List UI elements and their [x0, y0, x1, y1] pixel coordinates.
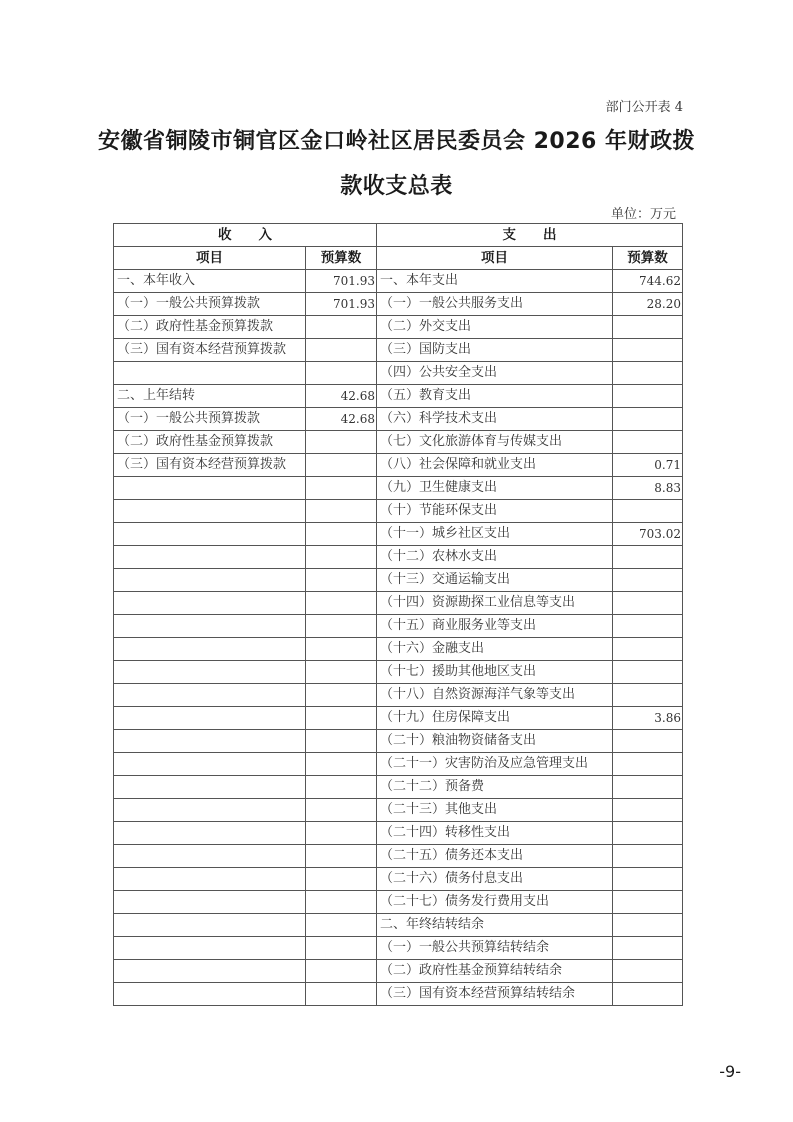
table-row — [114, 684, 683, 707]
expense-item-cell: （十九）住房保障支出 — [377, 707, 613, 730]
income-item-cell: （三）国有资本经营预算拨款 — [114, 454, 306, 477]
expense-item-cell: （九）卫生健康支出 — [377, 477, 613, 500]
expense-budget-cell: 3.86 — [613, 707, 683, 730]
income-item-cell: （三）国有资本经营预算拨款 — [114, 339, 306, 362]
expense-budget-cell — [613, 822, 683, 845]
income-item-cell — [114, 707, 306, 730]
document-title-line1: 安徽省铜陵市铜官区金口岭社区居民委员会 2026 年财政拨 — [97, 129, 696, 154]
expense-item-cell: （一）一般公共服务支出 — [377, 293, 613, 316]
expense-budget-cell: 703.02 — [613, 523, 683, 546]
table-row — [114, 730, 683, 753]
expense-budget-cell — [613, 914, 683, 937]
expense-budget-cell — [613, 362, 683, 385]
table-row — [114, 753, 683, 776]
expense-item-cell: （二十一）灾害防治及应急管理支出 — [377, 753, 613, 776]
expense-header: 支 出 — [377, 224, 683, 247]
expense-item-cell: （二十四）转移性支出 — [377, 822, 613, 845]
expense-item-cell: （七）文化旅游体育与传媒支出 — [377, 431, 613, 454]
table-row — [114, 569, 683, 592]
table-row — [114, 638, 683, 661]
table-row — [114, 776, 683, 799]
table-row — [114, 891, 683, 914]
income-item-cell: （二）政府性基金预算拨款 — [114, 431, 306, 454]
expense-budget-cell — [613, 316, 683, 339]
form-number: 部门公开表 4 — [605, 100, 683, 115]
expense-budget-cell — [613, 500, 683, 523]
expense-item-cell: （二十七）债务发行费用支出 — [377, 891, 613, 914]
income-item-cell — [114, 661, 306, 684]
income-item-cell — [114, 523, 306, 546]
income-budget-cell — [306, 661, 377, 684]
income-budget-cell — [306, 845, 377, 868]
income-budget-cell — [306, 753, 377, 776]
expense-item-cell: （八）社会保障和就业支出 — [377, 454, 613, 477]
expense-budget-cell — [613, 684, 683, 707]
income-item-cell: 一、本年收入 — [114, 270, 306, 293]
income-item-cell — [114, 592, 306, 615]
expense-budget-cell — [613, 615, 683, 638]
expense-budget-cell — [613, 569, 683, 592]
unit-label: 单位：万元 — [610, 207, 676, 222]
table-row — [114, 385, 683, 408]
expense-budget-cell — [613, 661, 683, 684]
expense-budget-cell: 8.83 — [613, 477, 683, 500]
income-budget-cell — [306, 730, 377, 753]
table-row — [114, 477, 683, 500]
budget-summary-table — [113, 223, 683, 1006]
expense-budget-cell — [613, 891, 683, 914]
expense-budget-cell — [613, 385, 683, 408]
expense-budget-header: 预算数 — [613, 247, 683, 270]
income-budget-cell: 42.68 — [306, 408, 377, 431]
expense-item-cell: （十四）资源勘探工业信息等支出 — [377, 592, 613, 615]
table-row — [114, 339, 683, 362]
income-budget-cell — [306, 454, 377, 477]
table-row — [114, 592, 683, 615]
expense-budget-cell — [613, 638, 683, 661]
income-budget-cell: 42.68 — [306, 385, 377, 408]
income-budget-cell — [306, 937, 377, 960]
page-number: -9- — [719, 1062, 741, 1081]
income-budget-cell — [306, 914, 377, 937]
table-row — [114, 822, 683, 845]
expense-budget-cell — [613, 960, 683, 983]
table-row — [114, 431, 683, 454]
expense-item-cell: （二十）粮油物资储备支出 — [377, 730, 613, 753]
expense-item-cell: （三）国有资本经营预算结转结余 — [377, 983, 613, 1006]
expense-budget-cell — [613, 776, 683, 799]
expense-budget-cell — [613, 431, 683, 454]
table-row — [114, 707, 683, 730]
expense-item-cell: （四）公共安全支出 — [377, 362, 613, 385]
income-item-cell — [114, 684, 306, 707]
expense-item-cell: 二、年终结转结余 — [377, 914, 613, 937]
table-row — [114, 408, 683, 431]
table-row — [114, 960, 683, 983]
income-budget-cell: 701.93 — [306, 270, 377, 293]
expense-budget-cell — [613, 753, 683, 776]
income-budget-cell — [306, 983, 377, 1006]
expense-item-cell: （十五）商业服务业等支出 — [377, 615, 613, 638]
expense-budget-cell — [613, 799, 683, 822]
income-budget-cell — [306, 776, 377, 799]
income-budget-header: 预算数 — [306, 247, 377, 270]
income-header: 收 入 — [114, 224, 377, 247]
income-item-cell — [114, 638, 306, 661]
income-budget-cell — [306, 960, 377, 983]
expense-item-cell: （二）政府性基金预算结转结余 — [377, 960, 613, 983]
expense-budget-cell: 744.62 — [613, 270, 683, 293]
expense-item-cell: （十八）自然资源海洋气象等支出 — [377, 684, 613, 707]
income-item-cell — [114, 730, 306, 753]
income-budget-cell — [306, 339, 377, 362]
income-item-cell — [114, 891, 306, 914]
income-item-cell — [114, 799, 306, 822]
expense-budget-cell: 28.20 — [613, 293, 683, 316]
expense-item-cell: （二十六）债务付息支出 — [377, 868, 613, 891]
expense-item-cell: （十二）农林水支出 — [377, 546, 613, 569]
expense-budget-cell — [613, 730, 683, 753]
expense-item-cell: （十六）金融支出 — [377, 638, 613, 661]
expense-item-cell: （三）国防支出 — [377, 339, 613, 362]
expense-item-cell: （一）一般公共预算结转结余 — [377, 937, 613, 960]
income-item-cell — [114, 983, 306, 1006]
expense-item-cell: （十三）交通运输支出 — [377, 569, 613, 592]
table-row — [114, 546, 683, 569]
income-budget-cell — [306, 500, 377, 523]
income-item-cell — [114, 868, 306, 891]
income-item-header: 项目 — [114, 247, 306, 270]
income-item-cell — [114, 960, 306, 983]
income-item-cell — [114, 500, 306, 523]
income-item-cell — [114, 822, 306, 845]
income-budget-cell — [306, 569, 377, 592]
expense-budget-cell — [613, 546, 683, 569]
income-budget-cell — [306, 707, 377, 730]
column-header-row — [114, 247, 683, 270]
table-row — [114, 362, 683, 385]
table-row — [114, 661, 683, 684]
expense-budget-cell — [613, 845, 683, 868]
expense-budget-cell — [613, 592, 683, 615]
expense-item-header: 项目 — [377, 247, 613, 270]
table-row — [114, 799, 683, 822]
income-budget-cell — [306, 684, 377, 707]
expense-budget-cell — [613, 937, 683, 960]
expense-budget-cell — [613, 408, 683, 431]
income-budget-cell — [306, 638, 377, 661]
table-row — [114, 500, 683, 523]
income-budget-cell — [306, 822, 377, 845]
income-item-cell — [114, 546, 306, 569]
table-row — [114, 845, 683, 868]
table-row — [114, 454, 683, 477]
table-row — [114, 937, 683, 960]
table-row — [114, 270, 683, 293]
income-item-cell — [114, 615, 306, 638]
expense-item-cell: （十一）城乡社区支出 — [377, 523, 613, 546]
income-item-cell — [114, 569, 306, 592]
expense-budget-cell — [613, 868, 683, 891]
income-item-cell — [114, 937, 306, 960]
income-budget-cell — [306, 615, 377, 638]
expense-item-cell: （二十五）债务还本支出 — [377, 845, 613, 868]
table-row — [114, 983, 683, 1006]
income-budget-cell — [306, 431, 377, 454]
expense-item-cell: （十）节能环保支出 — [377, 500, 613, 523]
section-header-row — [114, 224, 683, 247]
expense-item-cell: （十七）援助其他地区支出 — [377, 661, 613, 684]
table-row — [114, 316, 683, 339]
income-item-cell — [114, 362, 306, 385]
expense-item-cell: 一、本年支出 — [377, 270, 613, 293]
income-item-cell — [114, 477, 306, 500]
income-item-cell — [114, 753, 306, 776]
income-item-cell: （一）一般公共预算拨款 — [114, 408, 306, 431]
income-budget-cell — [306, 477, 377, 500]
expense-item-cell: （二十三）其他支出 — [377, 799, 613, 822]
income-item-cell: 二、上年结转 — [114, 385, 306, 408]
income-budget-cell — [306, 868, 377, 891]
expense-budget-cell — [613, 339, 683, 362]
expense-budget-cell — [613, 983, 683, 1006]
income-item-cell — [114, 776, 306, 799]
income-budget-cell — [306, 316, 377, 339]
income-budget-cell: 701.93 — [306, 293, 377, 316]
income-budget-cell — [306, 799, 377, 822]
expense-budget-cell: 0.71 — [613, 454, 683, 477]
document-title-line2: 款收支总表 — [340, 174, 453, 199]
table-row — [114, 293, 683, 316]
expense-item-cell: （二十二）预备费 — [377, 776, 613, 799]
table-row — [114, 868, 683, 891]
table-row — [114, 615, 683, 638]
income-budget-cell — [306, 891, 377, 914]
expense-item-cell: （二）外交支出 — [377, 316, 613, 339]
income-budget-cell — [306, 592, 377, 615]
income-budget-cell — [306, 362, 377, 385]
income-item-cell — [114, 914, 306, 937]
income-budget-cell — [306, 546, 377, 569]
expense-item-cell: （五）教育支出 — [377, 385, 613, 408]
income-item-cell: （一）一般公共预算拨款 — [114, 293, 306, 316]
income-budget-cell — [306, 523, 377, 546]
table-row — [114, 914, 683, 937]
income-item-cell: （二）政府性基金预算拨款 — [114, 316, 306, 339]
income-item-cell — [114, 845, 306, 868]
expense-item-cell: （六）科学技术支出 — [377, 408, 613, 431]
table-row — [114, 523, 683, 546]
